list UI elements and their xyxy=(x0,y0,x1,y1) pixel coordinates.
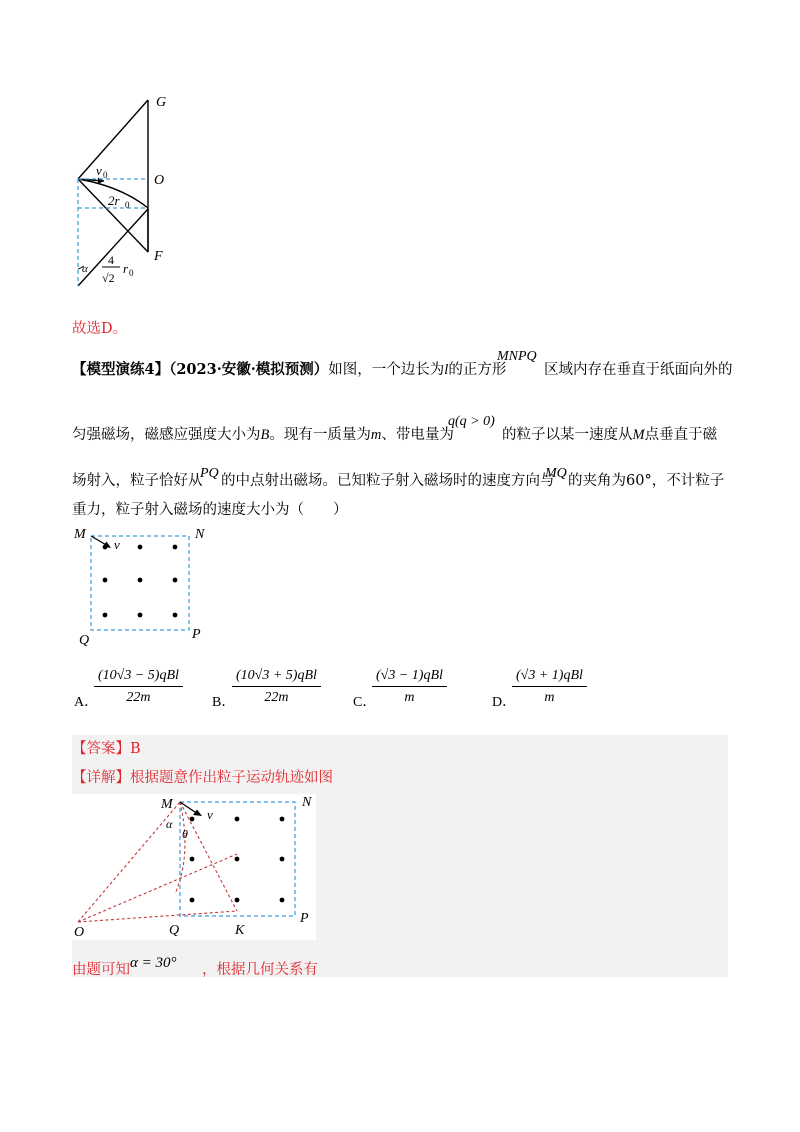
label-P: P xyxy=(192,627,201,642)
problem-line-2: 匀强磁场，磁感应强度大小为B。现有一质量为m、带电量为 xyxy=(72,427,454,443)
label-G: G xyxy=(156,95,167,110)
label-K: K xyxy=(235,923,245,938)
label-v: v xyxy=(114,537,120,552)
svg-text:r: r xyxy=(123,261,129,276)
svg-text:0: 0 xyxy=(103,170,108,180)
figure-3-solution xyxy=(72,794,316,940)
label-theta: θ xyxy=(182,827,188,841)
charge-expression: q(q > 0) xyxy=(448,414,495,429)
label-O: O xyxy=(74,925,85,940)
svg-text:2r: 2r xyxy=(108,193,120,208)
problem-line-1: 【模型演练4】（2023·安徽·模拟预测）如图，一个边长为l的正方形 xyxy=(72,361,507,378)
figure-1-trajectory xyxy=(70,90,180,290)
figure-2-square-field xyxy=(70,522,220,647)
answer-text: 【答案】B xyxy=(72,741,141,757)
problem-source: （2023·安徽·模拟预测） xyxy=(169,361,329,378)
svg-text:4: 4 xyxy=(108,253,114,267)
label-N: N xyxy=(195,527,205,542)
conclusion-text: 故选D。 xyxy=(72,321,128,337)
svg-text:0: 0 xyxy=(129,268,134,278)
problem-tag: 【模型演练4】 xyxy=(72,361,170,378)
label-F: F xyxy=(154,249,163,264)
label-Q: Q xyxy=(169,923,180,938)
final-text: 由题可知 xyxy=(72,962,130,978)
problem-line-4: 重力，粒子射入磁场的速度大小为（ ） xyxy=(72,502,348,518)
svg-text:v: v xyxy=(96,163,102,178)
line-to-G xyxy=(78,100,148,179)
region-name: MNPQ xyxy=(497,349,537,364)
svg-text:0: 0 xyxy=(125,200,130,210)
label-M: M xyxy=(74,527,86,542)
alpha-equation: α = 30° xyxy=(130,955,177,971)
field-dots xyxy=(103,545,178,618)
label-alpha: α xyxy=(166,817,173,831)
svg-text:√2: √2 xyxy=(102,271,115,285)
detail-text: 【详解】根据题意作出粒子运动轨迹如图 xyxy=(72,770,333,786)
problem-line-3: 场射入，粒子恰好从 xyxy=(72,473,203,489)
line-to-F xyxy=(78,179,148,252)
label-N: N xyxy=(302,795,312,810)
label-Q: Q xyxy=(79,633,90,647)
label-P: P xyxy=(300,911,309,926)
label-v: v xyxy=(207,807,213,822)
label-M: M xyxy=(161,797,173,812)
label-O: O xyxy=(154,173,165,188)
svg-text:α: α xyxy=(82,263,88,275)
